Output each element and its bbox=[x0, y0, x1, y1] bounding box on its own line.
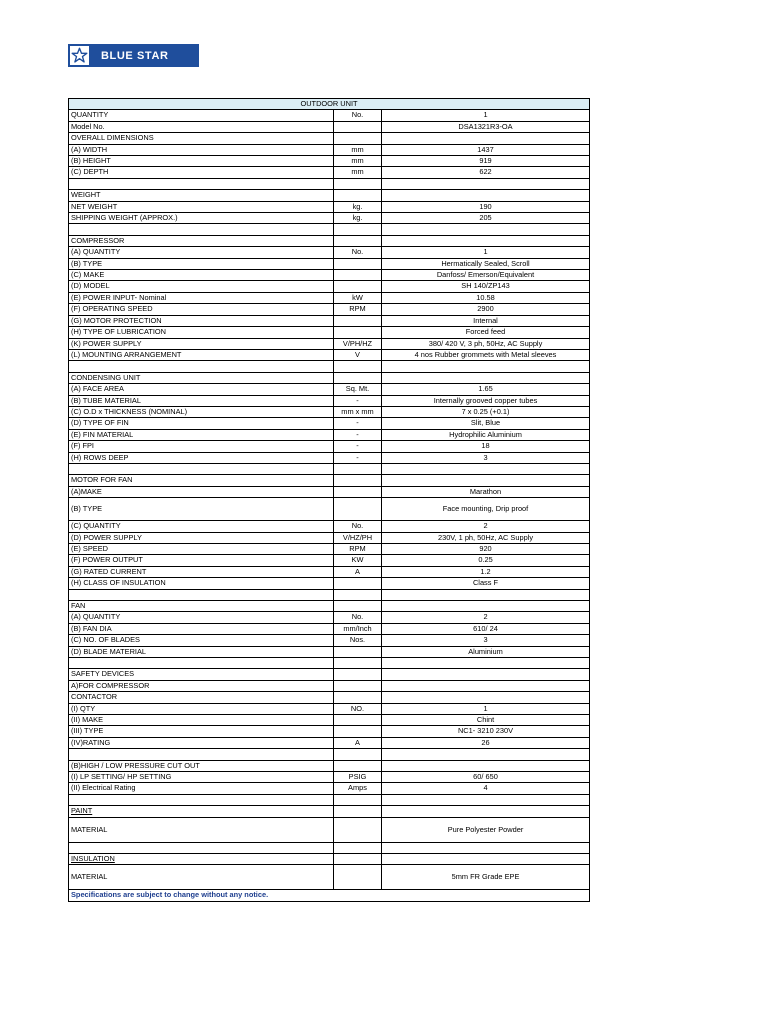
spec-label: (C) DEPTH bbox=[69, 167, 334, 178]
spec-label: (E) POWER INPUT- Nominal bbox=[69, 292, 334, 303]
spec-value bbox=[382, 224, 590, 235]
spec-row bbox=[69, 258, 590, 269]
spec-value bbox=[382, 463, 590, 474]
spec-label: PAINT bbox=[69, 806, 334, 817]
spec-value bbox=[382, 235, 590, 246]
table-title: OUTDOOR UNIT bbox=[69, 99, 590, 110]
spec-label: MOTOR FOR FAN bbox=[69, 475, 334, 486]
spec-value bbox=[382, 806, 590, 817]
spec-unit: mm bbox=[334, 167, 382, 178]
spec-row bbox=[69, 854, 590, 865]
spec-label: COMPRESSOR bbox=[69, 235, 334, 246]
spec-unit: A bbox=[334, 737, 382, 748]
spec-label: (B)HIGH / LOW PRESSURE CUT OUT bbox=[69, 760, 334, 771]
spec-unit bbox=[334, 315, 382, 326]
spec-unit bbox=[334, 327, 382, 338]
spec-value bbox=[382, 589, 590, 600]
spec-label: CONDENSING UNIT bbox=[69, 372, 334, 383]
spec-row bbox=[69, 600, 590, 611]
spec-row bbox=[69, 441, 590, 452]
spec-row bbox=[69, 418, 590, 429]
spec-label bbox=[69, 794, 334, 805]
spec-value: NC1- 3210 230V bbox=[382, 726, 590, 737]
spec-row bbox=[69, 646, 590, 657]
spec-value: Class F bbox=[382, 578, 590, 589]
spec-unit: Amps bbox=[334, 783, 382, 794]
spec-label: NET WEIGHT bbox=[69, 201, 334, 212]
spec-value: Marathon bbox=[382, 486, 590, 497]
spec-value: 3 bbox=[382, 635, 590, 646]
spec-unit bbox=[334, 646, 382, 657]
spec-unit: mm bbox=[334, 144, 382, 155]
spec-unit bbox=[334, 680, 382, 691]
spec-label: SHIPPING WEIGHT (APPROX.) bbox=[69, 213, 334, 224]
spec-value: 1 bbox=[382, 247, 590, 258]
spec-unit: KW bbox=[334, 555, 382, 566]
spec-row bbox=[69, 623, 590, 634]
spec-unit: mm/Inch bbox=[334, 623, 382, 634]
spec-label: (H) CLASS OF INSULATION bbox=[69, 578, 334, 589]
spec-row bbox=[69, 726, 590, 737]
spec-row bbox=[69, 521, 590, 532]
spec-row bbox=[69, 806, 590, 817]
spec-row bbox=[69, 703, 590, 714]
blue-star-logo bbox=[68, 44, 199, 67]
spec-value: 380/ 420 V, 3 ph, 50Hz, AC Supply bbox=[382, 338, 590, 349]
brand-name: BLUE STAR bbox=[101, 49, 169, 62]
spec-value: 1.65 bbox=[382, 384, 590, 395]
spec-unit: V/PH/HZ bbox=[334, 338, 382, 349]
spec-value bbox=[382, 600, 590, 611]
spec-row bbox=[69, 281, 590, 292]
spec-unit: V/HZ/PH bbox=[334, 532, 382, 543]
spec-unit bbox=[334, 270, 382, 281]
spec-value bbox=[382, 680, 590, 691]
spec-label: (A) FACE AREA bbox=[69, 384, 334, 395]
spec-value: 919 bbox=[382, 156, 590, 167]
spec-unit: mm bbox=[334, 156, 382, 167]
spec-label: (D) TYPE OF FIN bbox=[69, 418, 334, 429]
spec-row bbox=[69, 361, 590, 372]
spec-label: (A) QUANTITY bbox=[69, 612, 334, 623]
spec-value bbox=[382, 794, 590, 805]
spec-value: 10.58 bbox=[382, 292, 590, 303]
spec-unit bbox=[334, 258, 382, 269]
spec-label: (B) FAN DIA bbox=[69, 623, 334, 634]
spec-row bbox=[69, 156, 590, 167]
spec-value: 0.25 bbox=[382, 555, 590, 566]
spec-value: 1 bbox=[382, 110, 590, 121]
spec-value: Face mounting, Drip proof bbox=[382, 498, 590, 521]
spec-label: (C) NO. OF BLADES bbox=[69, 635, 334, 646]
spec-value: 1.2 bbox=[382, 566, 590, 577]
spec-value: 1437 bbox=[382, 144, 590, 155]
spec-unit bbox=[334, 715, 382, 726]
spec-row bbox=[69, 213, 590, 224]
spec-unit bbox=[334, 224, 382, 235]
spec-row bbox=[69, 578, 590, 589]
spec-row bbox=[69, 475, 590, 486]
spec-row bbox=[69, 749, 590, 760]
spec-unit: A bbox=[334, 566, 382, 577]
spec-label: MATERIAL bbox=[69, 817, 334, 842]
spec-value: 610/ 24 bbox=[382, 623, 590, 634]
spec-label: (D) POWER SUPPLY bbox=[69, 532, 334, 543]
spec-unit bbox=[334, 190, 382, 201]
spec-unit: No. bbox=[334, 247, 382, 258]
spec-row bbox=[69, 532, 590, 543]
spec-unit: NO. bbox=[334, 703, 382, 714]
spec-row bbox=[69, 865, 590, 890]
spec-label: OVERALL DIMENSIONS bbox=[69, 133, 334, 144]
spec-row bbox=[69, 178, 590, 189]
spec-label: (D) BLADE MATERIAL bbox=[69, 646, 334, 657]
spec-unit bbox=[334, 658, 382, 669]
spec-label: (G) MOTOR PROTECTION bbox=[69, 315, 334, 326]
spec-value: Hydrophilic Aluminium bbox=[382, 429, 590, 440]
spec-value: 2900 bbox=[382, 304, 590, 315]
spec-label bbox=[69, 589, 334, 600]
spec-value: Aluminium bbox=[382, 646, 590, 657]
spec-label: (III) TYPE bbox=[69, 726, 334, 737]
spec-row bbox=[69, 715, 590, 726]
spec-label: (II) Electrical Rating bbox=[69, 783, 334, 794]
spec-row bbox=[69, 292, 590, 303]
spec-value bbox=[382, 178, 590, 189]
spec-label bbox=[69, 842, 334, 853]
spec-row bbox=[69, 349, 590, 360]
spec-label: (I) LP SETTING/ HP SETTING bbox=[69, 772, 334, 783]
spec-row bbox=[69, 589, 590, 600]
spec-label bbox=[69, 463, 334, 474]
table-title-row bbox=[69, 99, 590, 110]
spec-label: A)FOR COMPRESSOR bbox=[69, 680, 334, 691]
outdoor-unit-spec-table bbox=[68, 98, 590, 902]
spec-label: (F) OPERATING SPEED bbox=[69, 304, 334, 315]
spec-label: WEIGHT bbox=[69, 190, 334, 201]
spec-label: (B) TUBE MATERIAL bbox=[69, 395, 334, 406]
spec-label: (B) TYPE bbox=[69, 258, 334, 269]
spec-value: 60/ 650 bbox=[382, 772, 590, 783]
spec-row bbox=[69, 760, 590, 771]
spec-unit bbox=[334, 600, 382, 611]
spec-value bbox=[382, 190, 590, 201]
spec-label: (F) POWER OUTPUT bbox=[69, 555, 334, 566]
spec-row bbox=[69, 133, 590, 144]
spec-label bbox=[69, 361, 334, 372]
spec-row bbox=[69, 498, 590, 521]
spec-row bbox=[69, 817, 590, 842]
spec-value: SH 140/ZP143 bbox=[382, 281, 590, 292]
spec-row bbox=[69, 692, 590, 703]
spec-label: (E) FIN MATERIAL bbox=[69, 429, 334, 440]
spec-label: INSULATION bbox=[69, 854, 334, 865]
spec-unit: Sq. Mt. bbox=[334, 384, 382, 395]
spec-value: Forced feed bbox=[382, 327, 590, 338]
spec-unit: No. bbox=[334, 612, 382, 623]
spec-row bbox=[69, 680, 590, 691]
spec-label: (A)MAKE bbox=[69, 486, 334, 497]
spec-value: Internally grooved copper tubes bbox=[382, 395, 590, 406]
spec-label: (II) MAKE bbox=[69, 715, 334, 726]
spec-unit bbox=[334, 692, 382, 703]
spec-unit bbox=[334, 361, 382, 372]
spec-row bbox=[69, 167, 590, 178]
spec-row bbox=[69, 201, 590, 212]
spec-row bbox=[69, 635, 590, 646]
spec-unit bbox=[334, 726, 382, 737]
spec-label: (D) MODEL bbox=[69, 281, 334, 292]
spec-value: 1 bbox=[382, 703, 590, 714]
spec-value bbox=[382, 854, 590, 865]
spec-value: DSA1321R3-OA bbox=[382, 121, 590, 132]
spec-unit: mm x mm bbox=[334, 406, 382, 417]
spec-row bbox=[69, 486, 590, 497]
spec-row bbox=[69, 612, 590, 623]
spec-unit: kW bbox=[334, 292, 382, 303]
spec-row bbox=[69, 224, 590, 235]
spec-value: 4 nos Rubber grommets with Metal sleeves bbox=[382, 349, 590, 360]
spec-unit: - bbox=[334, 452, 382, 463]
spec-value: 3 bbox=[382, 452, 590, 463]
spec-row bbox=[69, 190, 590, 201]
spec-value: 920 bbox=[382, 543, 590, 554]
spec-unit: PSIG bbox=[334, 772, 382, 783]
spec-row bbox=[69, 555, 590, 566]
spec-unit bbox=[334, 498, 382, 521]
spec-unit bbox=[334, 475, 382, 486]
spec-value: Hermatically Sealed, Scroll bbox=[382, 258, 590, 269]
spec-label: CONTACTOR bbox=[69, 692, 334, 703]
spec-unit bbox=[334, 486, 382, 497]
star-icon bbox=[68, 44, 91, 67]
spec-unit: No. bbox=[334, 110, 382, 121]
spec-row bbox=[69, 452, 590, 463]
spec-label: FAN bbox=[69, 600, 334, 611]
spec-value: 7 x 0.25 (+0.1) bbox=[382, 406, 590, 417]
specifications-note: Specifications are subject to change without any notice. bbox=[69, 890, 590, 901]
spec-label: MATERIAL bbox=[69, 865, 334, 890]
spec-label: Model No. bbox=[69, 121, 334, 132]
spec-row bbox=[69, 406, 590, 417]
spec-unit bbox=[334, 372, 382, 383]
spec-value: Slit, Blue bbox=[382, 418, 590, 429]
spec-value bbox=[382, 842, 590, 853]
spec-row bbox=[69, 543, 590, 554]
spec-row bbox=[69, 429, 590, 440]
spec-value: Chint bbox=[382, 715, 590, 726]
spec-label bbox=[69, 178, 334, 189]
spec-row bbox=[69, 327, 590, 338]
spec-unit bbox=[334, 133, 382, 144]
spec-value: 230V, 1 ph, 50Hz, AC Supply bbox=[382, 532, 590, 543]
spec-value: 18 bbox=[382, 441, 590, 452]
spec-unit: - bbox=[334, 395, 382, 406]
spec-row bbox=[69, 463, 590, 474]
spec-unit bbox=[334, 842, 382, 853]
spec-label bbox=[69, 224, 334, 235]
spec-unit bbox=[334, 235, 382, 246]
spec-label: (IV)RATING bbox=[69, 737, 334, 748]
spec-unit bbox=[334, 178, 382, 189]
spec-unit bbox=[334, 760, 382, 771]
spec-value: Pure Polyester Powder bbox=[382, 817, 590, 842]
spec-label: (C) MAKE bbox=[69, 270, 334, 281]
spec-value bbox=[382, 669, 590, 680]
spec-unit bbox=[334, 865, 382, 890]
spec-value bbox=[382, 692, 590, 703]
spec-unit bbox=[334, 578, 382, 589]
spec-label: (L) MOUNTING ARRANGEMENT bbox=[69, 349, 334, 360]
spec-row bbox=[69, 144, 590, 155]
spec-value: Danfoss/ Emerson/Equivalent bbox=[382, 270, 590, 281]
spec-value: 4 bbox=[382, 783, 590, 794]
spec-row bbox=[69, 783, 590, 794]
spec-unit bbox=[334, 794, 382, 805]
spec-label: (E) SPEED bbox=[69, 543, 334, 554]
spec-value bbox=[382, 475, 590, 486]
spec-row bbox=[69, 842, 590, 853]
spec-unit: Nos. bbox=[334, 635, 382, 646]
spec-row bbox=[69, 304, 590, 315]
spec-unit: - bbox=[334, 429, 382, 440]
spec-row bbox=[69, 737, 590, 748]
spec-label: (H) ROWS DEEP bbox=[69, 452, 334, 463]
spec-unit bbox=[334, 281, 382, 292]
spec-label: (B) TYPE bbox=[69, 498, 334, 521]
spec-label: (A) WIDTH bbox=[69, 144, 334, 155]
spec-label: (B) HEIGHT bbox=[69, 156, 334, 167]
spec-row bbox=[69, 395, 590, 406]
spec-unit bbox=[334, 589, 382, 600]
spec-row bbox=[69, 247, 590, 258]
spec-value: 205 bbox=[382, 213, 590, 224]
spec-value bbox=[382, 658, 590, 669]
spec-label: (K) POWER SUPPLY bbox=[69, 338, 334, 349]
spec-label bbox=[69, 749, 334, 760]
spec-unit bbox=[334, 669, 382, 680]
spec-label: (C) QUANTITY bbox=[69, 521, 334, 532]
spec-value: Internal bbox=[382, 315, 590, 326]
spec-value bbox=[382, 749, 590, 760]
spec-label bbox=[69, 658, 334, 669]
spec-unit: RPM bbox=[334, 543, 382, 554]
spec-unit bbox=[334, 749, 382, 760]
spec-value bbox=[382, 133, 590, 144]
spec-row bbox=[69, 110, 590, 121]
note-row bbox=[69, 890, 590, 901]
spec-value bbox=[382, 361, 590, 372]
spec-unit: - bbox=[334, 418, 382, 429]
spec-unit: No. bbox=[334, 521, 382, 532]
spec-row bbox=[69, 384, 590, 395]
spec-value: 190 bbox=[382, 201, 590, 212]
spec-label: (I) QTY bbox=[69, 703, 334, 714]
spec-value: 2 bbox=[382, 612, 590, 623]
spec-row bbox=[69, 270, 590, 281]
spec-unit: RPM bbox=[334, 304, 382, 315]
spec-unit bbox=[334, 817, 382, 842]
spec-row bbox=[69, 121, 590, 132]
spec-label: QUANTITY bbox=[69, 110, 334, 121]
spec-label: (H) TYPE OF LUBRICATION bbox=[69, 327, 334, 338]
spec-unit bbox=[334, 806, 382, 817]
spec-row bbox=[69, 669, 590, 680]
spec-row bbox=[69, 235, 590, 246]
spec-row bbox=[69, 315, 590, 326]
spec-row bbox=[69, 794, 590, 805]
spec-label: (A) QUANTITY bbox=[69, 247, 334, 258]
spec-row bbox=[69, 338, 590, 349]
spec-label: SAFETY DEVICES bbox=[69, 669, 334, 680]
spec-value: 622 bbox=[382, 167, 590, 178]
spec-label: (F) FPI bbox=[69, 441, 334, 452]
spec-row bbox=[69, 658, 590, 669]
spec-unit: kg. bbox=[334, 201, 382, 212]
spec-label: (G) RATED CURRENT bbox=[69, 566, 334, 577]
spec-unit bbox=[334, 854, 382, 865]
spec-unit: V bbox=[334, 349, 382, 360]
spec-value: 2 bbox=[382, 521, 590, 532]
spec-label: (C) O.D x THICKNESS (NOMINAL) bbox=[69, 406, 334, 417]
spec-value bbox=[382, 760, 590, 771]
spec-unit: - bbox=[334, 441, 382, 452]
spec-row bbox=[69, 772, 590, 783]
spec-unit: kg. bbox=[334, 213, 382, 224]
spec-row bbox=[69, 372, 590, 383]
spec-unit bbox=[334, 463, 382, 474]
spec-value bbox=[382, 372, 590, 383]
spec-value: 26 bbox=[382, 737, 590, 748]
spec-unit bbox=[334, 121, 382, 132]
spec-row bbox=[69, 566, 590, 577]
spec-value: 5mm FR Grade EPE bbox=[382, 865, 590, 890]
